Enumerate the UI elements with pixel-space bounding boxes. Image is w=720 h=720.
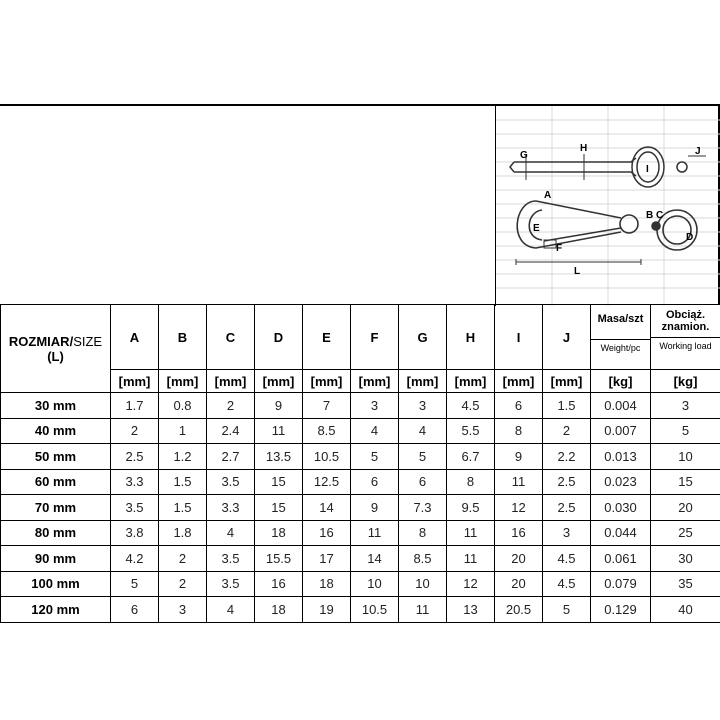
cell-value: 16 bbox=[495, 520, 543, 546]
label-b: B bbox=[646, 210, 654, 221]
cell-value: 10.5 bbox=[351, 597, 399, 623]
cell-value: 2.2 bbox=[543, 444, 591, 470]
table-row bbox=[1, 520, 720, 546]
row-size: 60 mm bbox=[1, 469, 111, 495]
cell-value: 3.5 bbox=[207, 546, 255, 572]
table-row bbox=[1, 444, 720, 470]
cell-value: 9.5 bbox=[447, 495, 495, 521]
cell-value: 5 bbox=[543, 597, 591, 623]
cell-value: 8 bbox=[447, 469, 495, 495]
load-label-1: Obciąż. bbox=[665, 309, 706, 321]
cell-value: 10 bbox=[399, 571, 447, 597]
unit-load: [kg] bbox=[651, 370, 720, 393]
label-c: C bbox=[656, 210, 664, 221]
cell-value: 5 bbox=[111, 571, 159, 597]
cell-value: 15.5 bbox=[255, 546, 303, 572]
cell-value: 25 bbox=[651, 520, 720, 546]
cell-value: 19 bbox=[303, 597, 351, 623]
cell-value: 1.5 bbox=[159, 469, 207, 495]
cell-value: 6.7 bbox=[447, 444, 495, 470]
cell-value: 5 bbox=[399, 444, 447, 470]
cell-value: 11 bbox=[495, 469, 543, 495]
cell-value: 2 bbox=[111, 418, 159, 444]
cell-value: 10 bbox=[651, 444, 720, 470]
label-h: H bbox=[580, 143, 588, 154]
cell-value: 4.5 bbox=[543, 571, 591, 597]
mass-label: Masa/szt bbox=[597, 313, 644, 325]
cell-value: 11 bbox=[447, 520, 495, 546]
unit-d: [mm] bbox=[255, 370, 303, 393]
cell-value: 8.5 bbox=[399, 546, 447, 572]
cell-value: 1.5 bbox=[543, 393, 591, 419]
label-f: F bbox=[556, 243, 563, 254]
cell-value: 1.8 bbox=[159, 520, 207, 546]
cell-value: 11 bbox=[447, 546, 495, 572]
label-e: E bbox=[533, 223, 540, 234]
cell-value: 1.2 bbox=[159, 444, 207, 470]
front-view bbox=[516, 201, 697, 265]
cell-value: 0.061 bbox=[591, 546, 651, 572]
cell-value: 2 bbox=[543, 418, 591, 444]
col-header-c: C bbox=[207, 305, 255, 370]
cell-value: 4 bbox=[351, 418, 399, 444]
label-a: A bbox=[544, 190, 552, 201]
row-size: 90 mm bbox=[1, 546, 111, 572]
cell-value: 0.007 bbox=[591, 418, 651, 444]
table-row bbox=[1, 393, 720, 419]
label-d: D bbox=[686, 232, 694, 243]
table-row bbox=[1, 418, 720, 444]
cell-value: 7 bbox=[303, 393, 351, 419]
cell-value: 6 bbox=[399, 469, 447, 495]
cell-value: 0.023 bbox=[591, 469, 651, 495]
table-row bbox=[1, 469, 720, 495]
cell-value: 13.5 bbox=[255, 444, 303, 470]
col-header-a: A bbox=[111, 305, 159, 370]
label-j: J bbox=[695, 146, 701, 157]
cell-value: 4.5 bbox=[447, 393, 495, 419]
cell-value: 12 bbox=[447, 571, 495, 597]
cell-value: 30 bbox=[651, 546, 720, 572]
table-row bbox=[1, 571, 720, 597]
cell-value: 15 bbox=[255, 495, 303, 521]
load-label-2: znamion. bbox=[661, 321, 710, 333]
header-blank-area bbox=[0, 104, 720, 304]
cell-value: 3.5 bbox=[111, 495, 159, 521]
cell-value: 0.004 bbox=[591, 393, 651, 419]
unit-c: [mm] bbox=[207, 370, 255, 393]
col-header-b: B bbox=[159, 305, 207, 370]
row-size: 100 mm bbox=[1, 571, 111, 597]
cell-value: 1.5 bbox=[159, 495, 207, 521]
cell-value: 4 bbox=[399, 418, 447, 444]
cell-value: 12.5 bbox=[303, 469, 351, 495]
cell-value: 6 bbox=[351, 469, 399, 495]
cell-value: 5 bbox=[351, 444, 399, 470]
cell-value: 6 bbox=[111, 597, 159, 623]
row-size: 50 mm bbox=[1, 444, 111, 470]
cell-value: 2.7 bbox=[207, 444, 255, 470]
cell-value: 12 bbox=[495, 495, 543, 521]
unit-g: [mm] bbox=[399, 370, 447, 393]
snap-hook-diagram bbox=[495, 106, 720, 306]
table-row bbox=[1, 597, 720, 623]
label-l: L bbox=[574, 266, 581, 277]
col-header-f: F bbox=[351, 305, 399, 370]
cell-value: 40 bbox=[651, 597, 720, 623]
cell-value: 6 bbox=[495, 393, 543, 419]
unit-mass: [kg] bbox=[591, 370, 651, 393]
unit-i: [mm] bbox=[495, 370, 543, 393]
col-header-i: I bbox=[495, 305, 543, 370]
unit-b: [mm] bbox=[159, 370, 207, 393]
cell-value: 3 bbox=[543, 520, 591, 546]
unit-e: [mm] bbox=[303, 370, 351, 393]
cell-value: 9 bbox=[351, 495, 399, 521]
mass-header bbox=[591, 305, 651, 370]
cell-value: 16 bbox=[255, 571, 303, 597]
cell-value: 0.8 bbox=[159, 393, 207, 419]
cell-value: 3 bbox=[651, 393, 720, 419]
cell-value: 4.5 bbox=[543, 546, 591, 572]
cell-value: 2 bbox=[159, 546, 207, 572]
cell-value: 0.030 bbox=[591, 495, 651, 521]
mass-sub-label: Weight/pc bbox=[591, 339, 650, 353]
cell-value: 20 bbox=[495, 546, 543, 572]
col-header-d: D bbox=[255, 305, 303, 370]
row-size: 80 mm bbox=[1, 520, 111, 546]
cell-value: 18 bbox=[303, 571, 351, 597]
cell-value: 8.5 bbox=[303, 418, 351, 444]
cell-value: 10 bbox=[351, 571, 399, 597]
cell-value: 3.5 bbox=[207, 571, 255, 597]
unit-a: [mm] bbox=[111, 370, 159, 393]
cell-value: 3.3 bbox=[111, 469, 159, 495]
cell-value: 3.5 bbox=[207, 469, 255, 495]
cell-value: 20 bbox=[651, 495, 720, 521]
row-size: 70 mm bbox=[1, 495, 111, 521]
cell-value: 4.2 bbox=[111, 546, 159, 572]
cell-value: 20.5 bbox=[495, 597, 543, 623]
cell-value: 5.5 bbox=[447, 418, 495, 444]
cell-value: 11 bbox=[255, 418, 303, 444]
cell-value: 15 bbox=[651, 469, 720, 495]
size-header-l: (L) bbox=[47, 348, 64, 364]
size-header bbox=[1, 305, 111, 393]
cell-value: 3.8 bbox=[111, 520, 159, 546]
cell-value: 0.079 bbox=[591, 571, 651, 597]
cell-value: 3 bbox=[351, 393, 399, 419]
unit-j: [mm] bbox=[543, 370, 591, 393]
cell-value: 8 bbox=[495, 418, 543, 444]
cell-value: 2 bbox=[159, 571, 207, 597]
cell-value: 1.7 bbox=[111, 393, 159, 419]
label-i: I bbox=[646, 164, 649, 175]
cell-value: 2.5 bbox=[111, 444, 159, 470]
cell-value: 4 bbox=[207, 597, 255, 623]
cell-value: 8 bbox=[399, 520, 447, 546]
cell-value: 15 bbox=[255, 469, 303, 495]
cell-value: 9 bbox=[255, 393, 303, 419]
unit-h: [mm] bbox=[447, 370, 495, 393]
row-size: 30 mm bbox=[1, 393, 111, 419]
unit-f: [mm] bbox=[351, 370, 399, 393]
cell-value: 2 bbox=[207, 393, 255, 419]
row-size: 40 mm bbox=[1, 418, 111, 444]
cell-value: 3.3 bbox=[207, 495, 255, 521]
cell-value: 18 bbox=[255, 597, 303, 623]
cell-value: 2.5 bbox=[543, 495, 591, 521]
cell-value: 14 bbox=[303, 495, 351, 521]
col-header-g: G bbox=[399, 305, 447, 370]
cell-value: 1 bbox=[159, 418, 207, 444]
cell-value: 9 bbox=[495, 444, 543, 470]
cell-value: 11 bbox=[351, 520, 399, 546]
table-row bbox=[1, 495, 720, 521]
size-header-pl: ROZMIAR/ bbox=[8, 333, 74, 349]
dimensions-table bbox=[0, 304, 720, 623]
size-header-en: SIZE bbox=[73, 333, 103, 349]
cell-value: 11 bbox=[399, 597, 447, 623]
cell-value: 0.044 bbox=[591, 520, 651, 546]
table-row bbox=[1, 546, 720, 572]
cell-value: 10.5 bbox=[303, 444, 351, 470]
row-size: 120 mm bbox=[1, 597, 111, 623]
cell-value: 7.3 bbox=[399, 495, 447, 521]
cell-value: 3 bbox=[159, 597, 207, 623]
cell-value: 17 bbox=[303, 546, 351, 572]
spec-sheet bbox=[0, 104, 720, 615]
cell-value: 14 bbox=[351, 546, 399, 572]
col-header-j: J bbox=[543, 305, 591, 370]
cell-value: 2.4 bbox=[207, 418, 255, 444]
col-header-h: H bbox=[447, 305, 495, 370]
snap-hook-drawing bbox=[496, 106, 720, 306]
cell-value: 13 bbox=[447, 597, 495, 623]
cell-value: 35 bbox=[651, 571, 720, 597]
cell-value: 0.129 bbox=[591, 597, 651, 623]
table-body bbox=[1, 393, 720, 623]
cell-value: 18 bbox=[255, 520, 303, 546]
cell-value: 5 bbox=[651, 418, 720, 444]
load-sub-label: Working load bbox=[651, 337, 720, 351]
cell-value: 0.013 bbox=[591, 444, 651, 470]
cell-value: 2.5 bbox=[543, 469, 591, 495]
cell-value: 20 bbox=[495, 571, 543, 597]
label-g: G bbox=[520, 150, 528, 161]
load-header bbox=[651, 305, 720, 370]
cell-value: 16 bbox=[303, 520, 351, 546]
cell-value: 4 bbox=[207, 520, 255, 546]
cell-value: 3 bbox=[399, 393, 447, 419]
col-header-e: E bbox=[303, 305, 351, 370]
